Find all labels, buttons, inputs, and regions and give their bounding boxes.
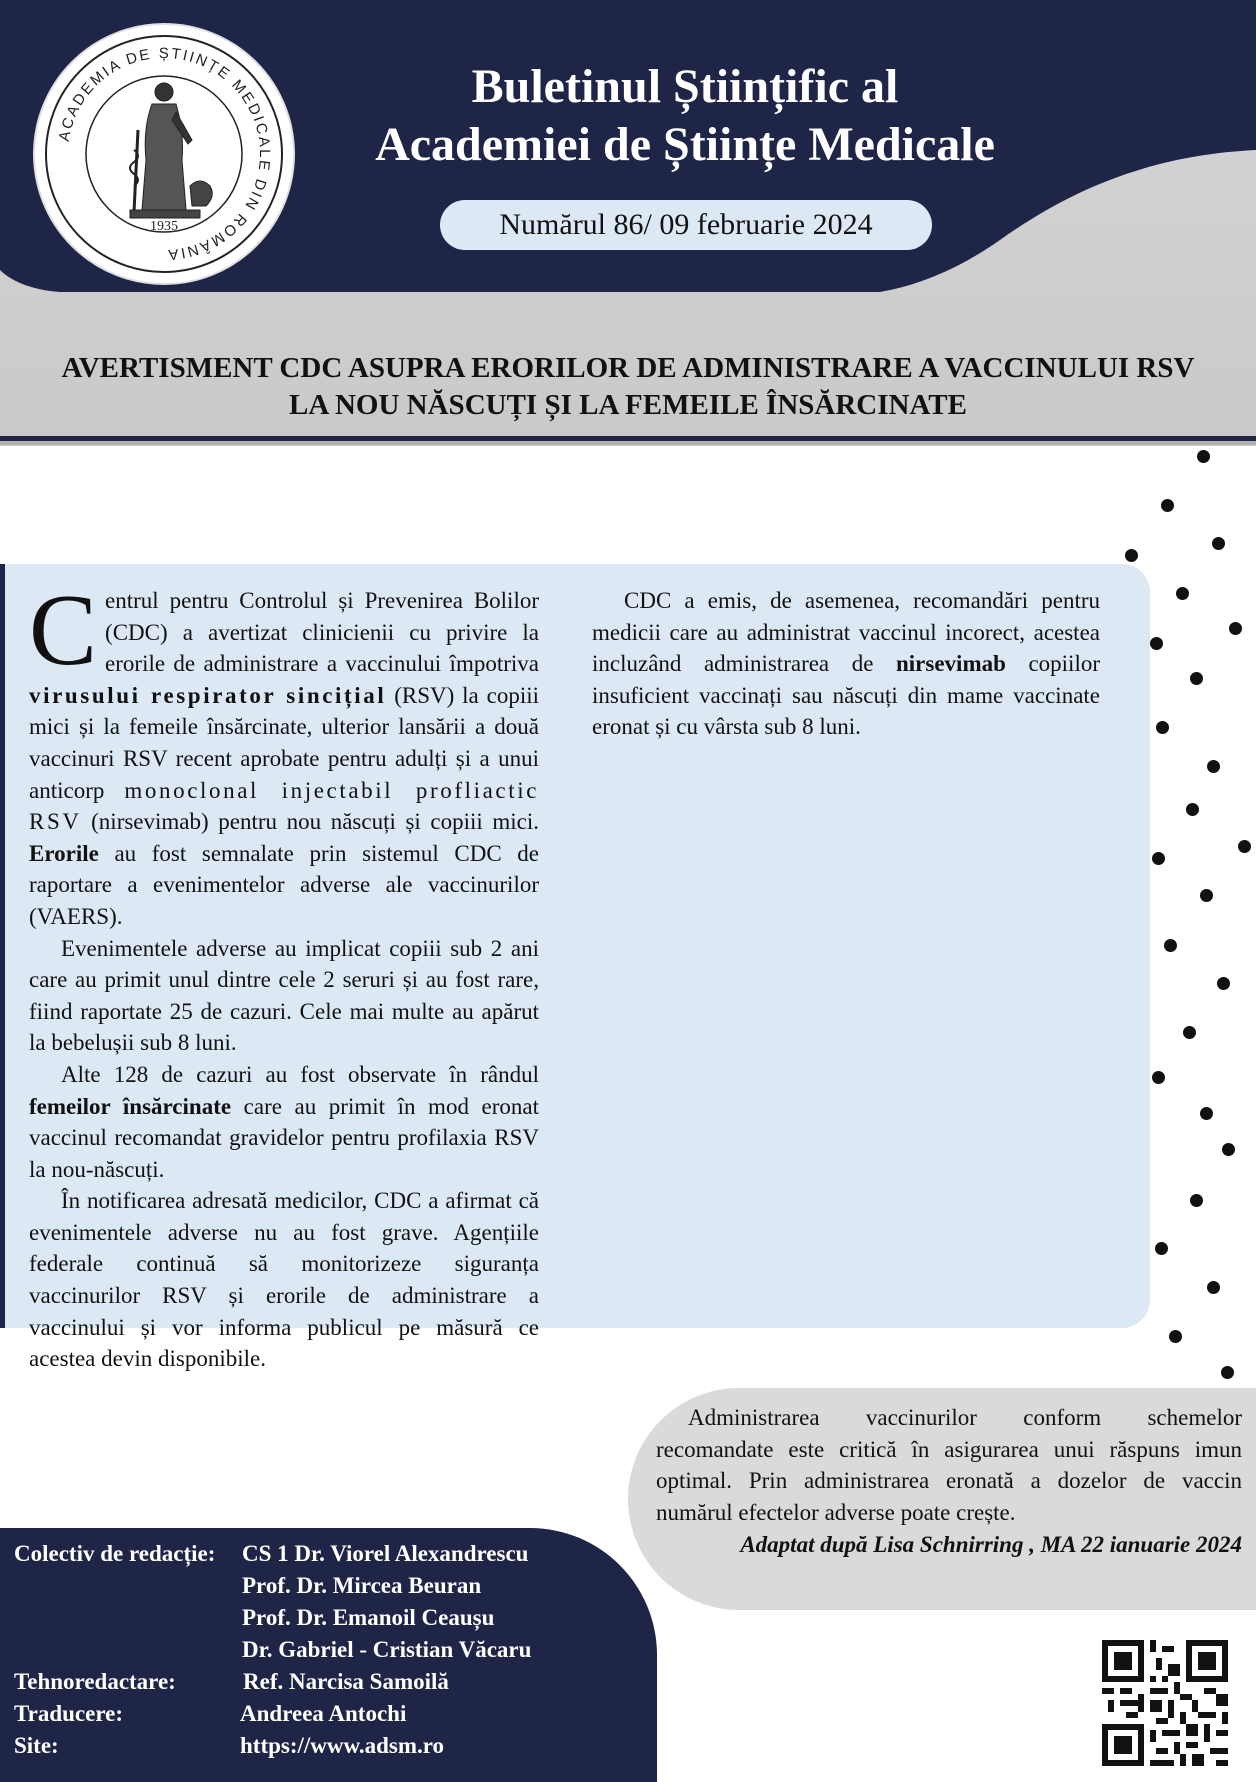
qr-code-icon[interactable] xyxy=(1102,1640,1228,1766)
editor-name: Prof. Dr. Mircea Beuran xyxy=(242,1573,482,1598)
article-headline xyxy=(20,350,1236,424)
article-paragraph-1: Centrul pentru Controlul și Prevenirea Bolilor (CDC) a avertizat clinicienii cu privire la erorile de administrare a vaccinului împotriva virusului respirator sincițial (RSV) la copiii mici și la femeile însărcinate, ulterior lansării a două vaccinuri RSV recent aprobate pentru adulți și a unui anticorp monoclonal injectabil profliactic RSV (nirsevimab) pentru nou născuți și copiii mici. Erorile au fost semnalate prin sistemul CDC de raportare a evenimentelor adverse ale vaccinurilor (VAERS). xyxy=(29,574,540,929)
title-line-1: Buletinul Științific al xyxy=(471,60,899,113)
issue-badge: Numărul 86/ 09 februarie 2024 xyxy=(440,200,932,250)
article-paragraph-4: În notificarea adresată medicilor, CDC a afirmat că evenimentele adverse nu au fost grave. Agențiile federale continuă să monitorizeze siguranța vaccinurilor RSV și erorile de administrare a vaccinului și vor informa publicul pe măsură ce acestea devin disponibile. xyxy=(29,1188,539,1372)
quote-text: Administrarea vaccinurilor conform schemelor recomandate este critică în asigurarea unui răspuns imun optimal. Prin administrarea eronată a dozelor de vaccin numărul efectelor adverse poate crește. xyxy=(656,1405,1242,1525)
editorial-label: Colectiv de redacție: xyxy=(14,1541,216,1566)
site-link[interactable]: https://www.adsm.ro xyxy=(240,1733,445,1758)
article-column-left xyxy=(29,574,540,1375)
seal-year: 1935 xyxy=(150,219,178,234)
translation-label: Traducere: xyxy=(14,1701,124,1726)
translation-value: Andreea Antochi xyxy=(240,1701,407,1726)
editor-name: Prof. Dr. Emanoil Ceaușu xyxy=(242,1605,495,1630)
academy-seal-logo xyxy=(30,20,298,288)
layout-value: Ref. Narcisa Samoilă xyxy=(243,1669,449,1694)
seal-ring-text: ACADEMIA DE ȘTIINȚE MEDICALE DIN ROMÂNIA xyxy=(55,44,274,264)
article-paragraph-2: Evenimentele adverse au implicat copiii sub 2 ani care au primit unul dintre cele 2 seruri și au fost rare, fiind raportate 25 de cazuri. Cele mai multe au apărut la bebelușii sub 8 luni. xyxy=(29,935,539,1056)
site-label: Site: xyxy=(14,1733,59,1758)
layout-label: Tehnoredactare: xyxy=(14,1669,176,1694)
editor-name: CS 1 Dr. Viorel Alexandrescu xyxy=(242,1541,529,1566)
headline-line-1: AVERTISMENT CDC ASUPRA ERORILOR DE ADMINISTRARE A VACCINULUI RSV xyxy=(61,352,1195,384)
editor-name: Dr. Gabriel - Cristian Văcaru xyxy=(242,1637,532,1662)
article-paragraph-3: Alte 128 de cazuri au fost observate în rândul femeilor însărcinate care au primit în mod eronat vaccinul recomandat gravidelor pentru profilaxia RSV la nou-născuți. xyxy=(29,1061,539,1182)
bulletin-title xyxy=(330,58,1040,174)
article-paragraph-5: CDC a emis, de asemenea, recomandări pentru medicii care au administrat vaccinul incorect, acestea incluzând administrarea de nirsevimab copiilor insuficient vaccinați sau născuți din mame vaccinate eronat și cu vârsta sub 8 luni. xyxy=(592,588,1100,740)
drop-cap: C xyxy=(29,574,98,687)
article-column-right xyxy=(592,585,1100,743)
quote-source: Adaptat după Lisa Schnirring , MA 22 ianuarie 2024 xyxy=(740,1532,1242,1557)
credits-panel xyxy=(0,1528,657,1782)
headline-line-2: LA NOU NĂSCUȚI ȘI LA FEMEILE ÎNSĂRCINATE xyxy=(289,389,967,421)
title-line-2: Academiei de Științe Medicale xyxy=(375,118,995,171)
